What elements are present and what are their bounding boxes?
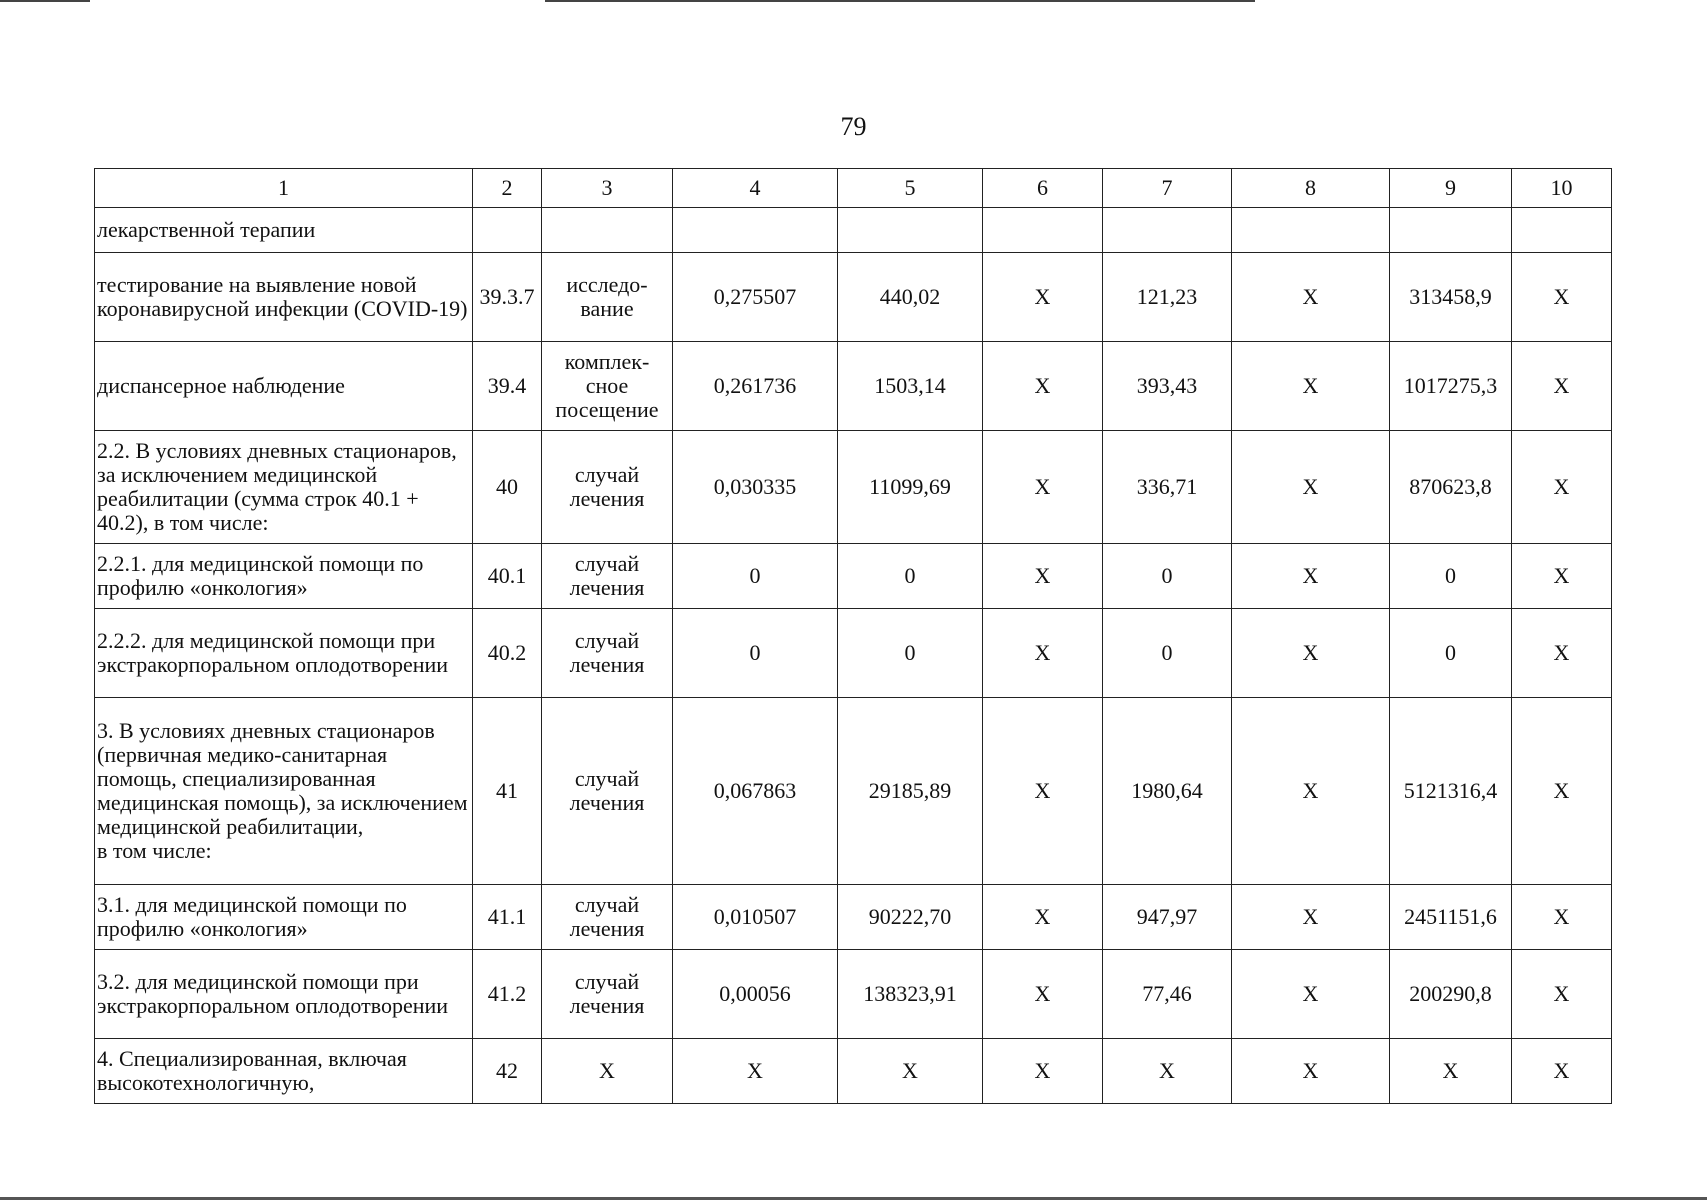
row-name: диспансерное наблюдение (95, 342, 473, 431)
header-cell: 10 (1512, 169, 1612, 208)
value-cell: 0,030335 (673, 431, 838, 544)
header-cell: 3 (542, 169, 673, 208)
unit-cell (542, 208, 673, 253)
value-cell: 0 (838, 609, 983, 698)
row-name: тестирование на выявление новой коронавирусной инфекции (COVID-19) (95, 253, 473, 342)
value-cell: X (1390, 1039, 1512, 1104)
value-cell: X (1512, 253, 1612, 342)
value-cell: X (1512, 698, 1612, 885)
header-cell: 1 (95, 169, 473, 208)
unit-cell: X (542, 1039, 673, 1104)
row-name: лекарственной терапии (95, 208, 473, 253)
header-cell: 2 (473, 169, 542, 208)
value-cell: 0,00056 (673, 950, 838, 1039)
row-name: 2.2. В условиях дневных стационаров, за исключением медицинской реабилитации (сумма строк 40.1 + 40.2), в том числе: (95, 431, 473, 544)
value-cell: X (983, 950, 1103, 1039)
header-cell: 6 (983, 169, 1103, 208)
row-code (473, 208, 542, 253)
value-cell: 440,02 (838, 253, 983, 342)
row-name: 2.2.1. для медицинской помощи по профилю «онкология» (95, 544, 473, 609)
value-cell: 0 (673, 544, 838, 609)
value-cell: 393,43 (1103, 342, 1232, 431)
value-cell: X (983, 885, 1103, 950)
value-cell: 0 (1103, 609, 1232, 698)
value-cell: 5121316,4 (1390, 698, 1512, 885)
header-row (95, 169, 1612, 208)
value-cell: X (1512, 342, 1612, 431)
value-cell: 90222,70 (838, 885, 983, 950)
table-row (95, 253, 1612, 342)
value-cell: 870623,8 (1390, 431, 1512, 544)
value-cell: 0,261736 (673, 342, 838, 431)
value-cell: X (1103, 1039, 1232, 1104)
row-code: 40 (473, 431, 542, 544)
value-cell: 0,275507 (673, 253, 838, 342)
value-cell: 0 (1103, 544, 1232, 609)
value-cell: 138323,91 (838, 950, 983, 1039)
table-row (95, 544, 1612, 609)
value-cell: X (1512, 885, 1612, 950)
value-cell: 121,23 (1103, 253, 1232, 342)
unit-cell: случай лечения (542, 544, 673, 609)
value-cell: 0,010507 (673, 885, 838, 950)
row-name: 3.2. для медицинской помощи при экстракорпоральном оплодотворении (95, 950, 473, 1039)
value-cell: X (673, 1039, 838, 1104)
value-cell: X (1232, 1039, 1390, 1104)
value-cell: 29185,89 (838, 698, 983, 885)
table-row (95, 1039, 1612, 1104)
value-cell: X (1232, 342, 1390, 431)
unit-cell: случай лечения (542, 950, 673, 1039)
value-cell: X (983, 698, 1103, 885)
data-table (94, 168, 1612, 1104)
row-code: 40.2 (473, 609, 542, 698)
value-cell (1232, 208, 1390, 253)
value-cell: 947,97 (1103, 885, 1232, 950)
value-cell: X (983, 609, 1103, 698)
header-cell: 8 (1232, 169, 1390, 208)
unit-cell: случай лечения (542, 609, 673, 698)
value-cell (1512, 208, 1612, 253)
top-rule (545, 0, 1255, 2)
value-cell: 1503,14 (838, 342, 983, 431)
row-name: 4. Специализированная, включая высокотехнологичную, (95, 1039, 473, 1104)
table-row (95, 698, 1612, 885)
value-cell: 200290,8 (1390, 950, 1512, 1039)
row-code: 41 (473, 698, 542, 885)
page-number: 79 (840, 112, 867, 141)
value-cell: 0 (1390, 609, 1512, 698)
value-cell: 0 (673, 609, 838, 698)
unit-cell: случай лечения (542, 698, 673, 885)
value-cell: 0 (1390, 544, 1512, 609)
row-code: 39.3.7 (473, 253, 542, 342)
value-cell (1390, 208, 1512, 253)
table-row (95, 950, 1612, 1039)
value-cell: 11099,69 (838, 431, 983, 544)
value-cell: X (1232, 698, 1390, 885)
table-row (95, 609, 1612, 698)
value-cell: 313458,9 (1390, 253, 1512, 342)
table-row (95, 342, 1612, 431)
value-cell: X (983, 253, 1103, 342)
value-cell: 1980,64 (1103, 698, 1232, 885)
top-rule (0, 0, 90, 2)
unit-cell: комплек- сное посещение (542, 342, 673, 431)
row-name: 3.1. для медицинской помощи по профилю «онкология» (95, 885, 473, 950)
table-row (95, 208, 1612, 253)
value-cell: 0 (838, 544, 983, 609)
value-cell: X (1512, 1039, 1612, 1104)
row-code: 41.2 (473, 950, 542, 1039)
unit-cell: случай лечения (542, 885, 673, 950)
value-cell: X (838, 1039, 983, 1104)
value-cell: X (983, 342, 1103, 431)
value-cell: X (1512, 950, 1612, 1039)
row-name: 3. В условиях дневных стационаров (первичная медико-санитарная помощь, специализированная медицинская помощь), за исключением медицинской реабилитации, в том числе: (95, 698, 473, 885)
table-row (95, 885, 1612, 950)
value-cell: X (1512, 609, 1612, 698)
value-cell: X (983, 431, 1103, 544)
row-code: 40.1 (473, 544, 542, 609)
row-code: 42 (473, 1039, 542, 1104)
row-name: 2.2.2. для медицинской помощи при экстракорпоральном оплодотворении (95, 609, 473, 698)
value-cell: X (1512, 431, 1612, 544)
value-cell: 1017275,3 (1390, 342, 1512, 431)
value-cell: X (983, 544, 1103, 609)
value-cell: X (983, 1039, 1103, 1104)
header-cell: 7 (1103, 169, 1232, 208)
value-cell: X (1232, 950, 1390, 1039)
value-cell: 77,46 (1103, 950, 1232, 1039)
table-row (95, 431, 1612, 544)
header-cell: 4 (673, 169, 838, 208)
row-code: 39.4 (473, 342, 542, 431)
value-cell: X (1232, 609, 1390, 698)
header-cell: 5 (838, 169, 983, 208)
value-cell (673, 208, 838, 253)
value-cell: 0,067863 (673, 698, 838, 885)
value-cell: X (1232, 253, 1390, 342)
unit-cell: исследо- вание (542, 253, 673, 342)
value-cell (838, 208, 983, 253)
value-cell: X (1232, 431, 1390, 544)
value-cell (983, 208, 1103, 253)
row-code: 41.1 (473, 885, 542, 950)
value-cell: X (1512, 544, 1612, 609)
header-cell: 9 (1390, 169, 1512, 208)
value-cell: X (1232, 544, 1390, 609)
value-cell (1103, 208, 1232, 253)
unit-cell: случай лечения (542, 431, 673, 544)
value-cell: X (1232, 885, 1390, 950)
value-cell: 336,71 (1103, 431, 1232, 544)
value-cell: 2451151,6 (1390, 885, 1512, 950)
